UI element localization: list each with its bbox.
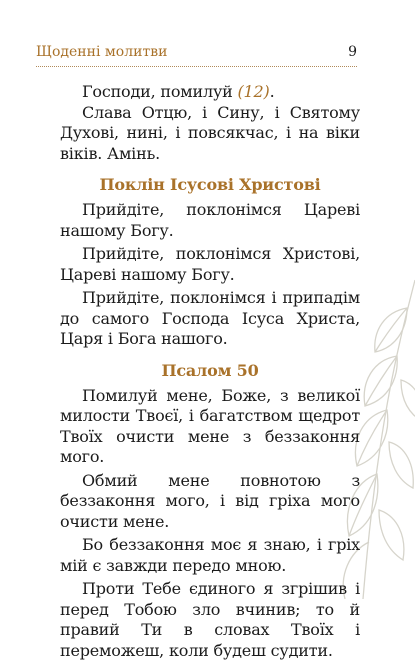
psalm-paragraph: Обмий мене повнотою з беззаконня мого, і від гріха мого очисти мене. — [60, 470, 360, 531]
page-number: 9 — [348, 44, 357, 60]
psalm-paragraph: Помилуй мене, Боже, з великої милости Твоєї, і багатством щедрот Твоїх очисти мене з беззаконня мого. — [60, 385, 360, 466]
psalm-paragraph: Бо беззаконня моє я знаю, і гріх мій є завжди передо мною. — [60, 535, 360, 575]
repeat-count-note: (12) — [237, 82, 270, 101]
prayer-kyrie — [60, 82, 360, 103]
page-content — [60, 82, 360, 664]
prayer-kyrie-text: Господи, помилуй — [82, 82, 238, 101]
running-header — [36, 44, 357, 66]
worship-paragraph: Прийдіте, поклонімся і припадім до самого Господа Ісуса Христа, Царя і Бога нашого. — [60, 288, 360, 348]
worship-paragraph: Прийдіте, поклонімся Христові, Цареві нашому Богу. — [60, 244, 360, 284]
section-title-worship: Поклін Ісусові Христові — [99, 175, 321, 194]
section-title-psalm-50: Псалом 50 — [161, 360, 259, 380]
header-title: Щоденні молитви — [36, 44, 168, 60]
prayer-glory: Слава Отцю, і Сину, і Святому Духові, нині, і повсякчас, і на віки віків. Амінь. — [60, 102, 360, 163]
prayer-kyrie-end: . — [269, 82, 275, 101]
worship-paragraph: Прийдіте, поклонімся Цареві нашому Богу. — [60, 200, 360, 240]
header-divider — [36, 66, 357, 67]
psalm-paragraph: Проти Тебе єдиного я згрішив і перед Тобою зло вчинив; то й правий Ти в словах Твоїх і переможеш, коли будеш судити. — [60, 579, 360, 660]
